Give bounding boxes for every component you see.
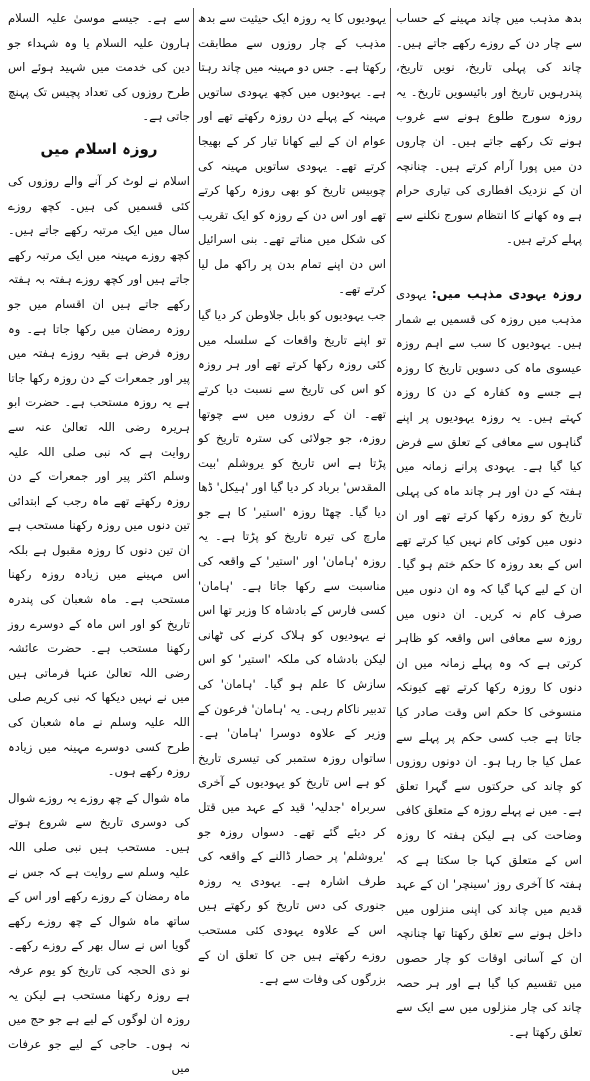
paragraph: سے ہے۔ جیسے موسیٰ علیہ السلام ہارون علیہ السلام یا وہ شہداء جو دین کی خدمت میں شہید ہوئے اس طرح روزوں کی تعداد پچیس تک پہنچ جاتی ہے۔ xyxy=(8,11,190,124)
newspaper-page xyxy=(8,6,582,1076)
right-column xyxy=(396,6,582,1039)
paragraph-text: یہودی مذہب میں روزہ کی قسمیں بے شمار ہیں۔ یہودیوں کا سب سے اہم روزہ عیسوی ماہ کی دسویں تاریخ کا روزہ ہے جسے وہ کفارہ کے دن کا روزہ کہتے ہیں۔ یہ روزہ یہودیوں پر اپنے گناہوں سے معافی کے تعلق سے فرض کیا گیا ہے۔ یہودی پرانے زمانہ میں ہفتہ کے دن اور ہر چاند ماہ کی پہلی تاریخ کو روزہ رکھا کرتے تھے اور ان دنوں میں کوئی کام نہیں کیا کرتے تھے اس کے بعد روزہ کا حکم ختم ہو گیا۔ ان کے لیے کہا گیا کہ وہ ان دنوں میں صرف کام نہ کریں۔ ان دنوں میں روزہ سے معافی اس واقعہ کو ظاہر کرتی ہے کہ وہ پہلے زمانہ میں ان دنوں کا روزہ رکھا کرتے تھے کیونکہ منسوخی کا حکم اس وقت صادر کیا جاتا ہے جب کسی حکم پر پہلے سے عمل کیا جا رہا ہو۔ ان دونوں روزوں کو چاند کی حرکتوں سے گہرا تعلق ہے۔ میں نے پہلے روزہ کے متعلق کافی وضاحت کی ہے لیکن ہفتہ کا روزہ اس کے متعلق کہا جا سکتا ہے کہ ہفتہ کا آخری روز 'سینچر' ان کے عہد قدیم میں چاند کی اپنی منزلوں میں داخل ہونے سے تعلق رکھتا تھا چنانچہ ان کے آسانی اوقات کو چار حصوں میں تقسیم کیا گیا ہے اور ہر حصہ چاند کی چار منزلوں میں سے ایک سے تعلق رکھتا ہے۔ xyxy=(396,286,582,1039)
left-column xyxy=(8,6,190,1076)
paragraph: بدھ مذہب میں چاند مہینے کے حساب سے چار دن کے روزے رکھے جاتے ہیں۔ چاند کی پہلی تاریخ، نویں تاریخ، پندرہویں تاریخ اور بائیسویں تاریخ۔ یہ روزہ سورج طلوع ہونے سے غروب ہونے تک رکھے جاتے ہیں۔ ان چاروں دن میں پورا آرام کرتے ہیں۔ چنانچہ ان کے نزدیک افطاری کی تیاری حرام ہے وہ کھانے کا انتظام سورج نکلنے سے پہلے کرتے ہیں۔ xyxy=(396,11,582,247)
paragraph: یہودیوں کا یہ روزہ ایک حیثیت سے بدھ مذہب کے چار روزوں سے مطابقت رکھتا ہے۔ جس دو مہینہ میں چاند رہتا ہے۔ یہودیوں میں کچھ یہودی ساتویں مہینہ کے پہلے دن روزہ رکھتے تھے اور عوام ان کے لیے کھانا تیار کر کے بھیجا کرتے تھے۔ یہودی ساتویں مہینہ کی چوبیس تاریخ کو بھی روزہ رکھا کرتے تھے اور اس دن کے روزہ کو ایک تقریب کی شکل میں مناتے تھے۔ بنی اسرائیل اس دن اپنے تمام بدن پر راکھ مل لیا کرتے تھے۔ xyxy=(198,11,386,296)
section-heading-judaism: روزہ یہودی مذہب میں: xyxy=(431,285,582,301)
paragraph: اسلام نے لوٹ کر آنے والے روزوں کی کئی قسمیں کی ہیں۔ کچھ روزے سال میں ایک مرتبہ رکھے جاتے ہیں۔ کچھ روزے مہینہ میں ایک مرتبہ رکھے جاتے ہیں اور کچھ روزے ہفتہ بہ ہفتہ رکھے جاتے ہیں ان اقسام میں جو روزہ رمضان میں رکھا جاتا ہے۔ وہ روزہ فرض ہے بقیہ روزے ہفتہ میں پیر اور جمعرات کے دن روزہ رکھا جاتا ہے یہ روزہ مستحب ہے۔ حضرت ابو ہریرہ رضی اللہ تعالیٰ عنہ سے روایت ہے کہ نبی صلی اللہ علیہ وسلم اکثر پیر اور جمعرات کے دن روزہ رکھتے تھے ماہ رجب کے ابتدائی تین دنوں میں روزہ رکھنا مستحب ہے ان تین دنوں کا روزہ مقبول ہے بلکہ اس مہینے میں زیادہ روزہ رکھنا مستحب ہے۔ ماہ شعبان کی پندرہ تاریخ کو اور اس ماہ کے دوسرے روز رکھنا مستحب ہے۔ حضرت عائشہ رضی اللہ تعالیٰ عنہا فرماتی ہیں میں نے نہیں دیکھا کہ نبی کریم صلی اللہ علیہ وسلم نے ماہ شعبان کی طرح کسی دوسرے مہینہ میں زیادہ روزہ رکھے ہوں۔ xyxy=(8,173,190,779)
paragraph: جب یہودیوں کو بابل جلاوطن کر دیا گیا تو اپنے تاریخ واقعات کے سلسلہ میں کئی روزہ رکھا کرتے تھے اور ہر روزہ کو اس کی تاریخ سے نسبت دیا کرتے تھے۔ ان کے روزوں میں سے چوتھا روزہ، جو جولائی کی سترہ تاریخ کو پڑتا ہے اس تاریخ کو یروشلم 'بیت المقدس' برباد کر دیا گیا اور 'ہیکل' ڈھا دیا گیا۔ چھٹا روزہ 'استیر' کا ہے جو مارچ کی تیرہ تاریخ کو پڑتا ہے۔ یہ روزہ 'ہامان' اور 'استیر' کے واقعہ کی مناسبت سے رکھا جاتا ہے۔ 'ہامان' کسی فارس کے بادشاہ کا وزیر تھا اس نے یہودیوں کو ہلاک کرنے کی ٹھانی لیکن بادشاہ کی ملکہ 'استیر' کو اس سازش کا علم ہو گیا۔ 'ہامان' کی تدبیر ناکام رہی۔ یہ 'ہامان' فرعون کے وزیر کے علاوہ دوسرا 'ہامان' ہے۔ ساتواں روزہ ستمبر کی تیسری تاریخ کو ہے اس تاریخ کو یہودیوں کے آخری سربراہ 'جدلیہ' قید کے عہد میں قتل کر دیئے گئے تھے۔ دسواں روزہ جو 'یروشلم' پر حصار ڈالنے کے واقعہ کی طرف اشارہ ہے۔ یہودی یہ روزہ جنوری کی دس تاریخ کو رکھتے ہیں اس کے علاوہ یہودی کئی مستحب روزے رکھتے ہیں جن کا تعلق ان کے بزرگوں کی وفات سے ہے۔ xyxy=(198,308,386,987)
middle-column xyxy=(198,6,386,987)
column-divider xyxy=(390,8,391,764)
section-heading-islam: روزہ اسلام میں xyxy=(40,139,158,158)
paragraph-with-heading xyxy=(396,282,582,1044)
column-divider xyxy=(193,8,194,764)
paragraph: ماہ شوال کے چھ روزے یہ روزے شوال کی دوسری تاریخ سے شروع ہوتے ہیں۔ مستحب ہیں نبی صلی اللہ علیہ وسلم سے روایت ہے کہ جس نے ماہ رمضان کے روزے رکھے اور اس کے ساتھ ماہ شوال کے چھ روزے رکھے گویا اس نے سال بھر کے روزے رکھے۔ نو ذی الحجہ کی تاریخ کو یوم عرفہ ہے روزہ رکھنا مستحب ہے لیکن یہ روزہ ان لوگوں کے لیے ہے جو حج میں نہ ہوں۔ حاجی کے لیے جو عرفات میں xyxy=(8,790,190,1076)
